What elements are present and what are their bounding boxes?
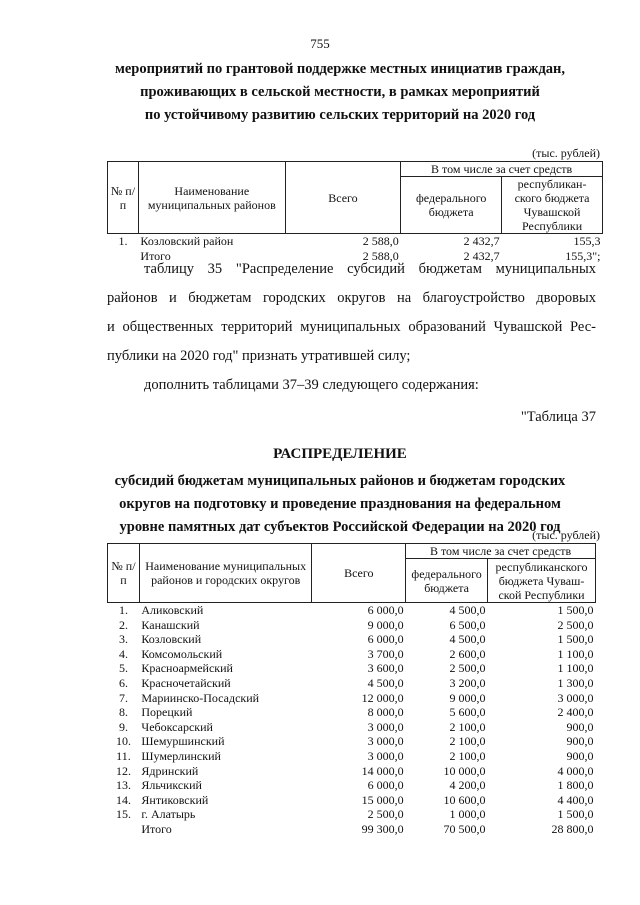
row-republic: 1 100,0 [557, 661, 594, 676]
row-total: 99 300,0 [361, 821, 404, 836]
row-name: Красночетайский [141, 675, 231, 690]
row-federal: 3 200,0 [449, 675, 486, 690]
col-group-header: В том числе за счет средств [406, 544, 596, 559]
row-federal: 2 100,0 [449, 748, 486, 763]
section2-title: РАСПРЕДЕЛЕНИЕ [273, 446, 407, 462]
row-name: Мариинско-Посадский [141, 690, 260, 705]
row-total: 6 000,0 [367, 603, 404, 617]
row-republic: 155,3"; [565, 248, 601, 263]
body-text-line: и общественных территорий муниципальных образований Чувашской Рес- [107, 319, 596, 335]
row-republic: 2 500,0 [557, 617, 594, 632]
table-row [108, 793, 596, 808]
row-federal: 9 000,0 [449, 690, 486, 705]
row-republic: 155,3 [573, 234, 601, 248]
row-federal: 2 100,0 [449, 719, 486, 734]
page-number: 755 [310, 36, 330, 51]
row-federal: 2 600,0 [449, 646, 486, 661]
row-republic: 4 000,0 [557, 763, 594, 778]
row-total: 2 588,0 [362, 234, 399, 248]
table-row [108, 778, 596, 793]
col-total-header: Всего [312, 544, 406, 603]
row-total: 4 500,0 [367, 675, 404, 690]
row-federal: 2 432,7 [463, 234, 500, 248]
row-total: 14 000,0 [361, 763, 404, 778]
col-no-header: № п/п [108, 544, 140, 603]
row-republic: 2 400,0 [557, 705, 594, 720]
body-text-line: публики на 2020 год" признать утратившей силу; [107, 348, 411, 364]
table-label: "Таблица 37 [520, 409, 596, 425]
row-republic: 900,0 [566, 748, 594, 763]
table-row [108, 676, 596, 691]
row-no: 15. [115, 807, 131, 822]
table-row [108, 661, 596, 676]
row-no [108, 249, 139, 264]
row-total: 2 588,0 [362, 248, 399, 263]
section1-title-line: по устойчивому развитию сельских территорий на 2020 год [144, 107, 536, 123]
row-total: 3 600,0 [367, 661, 404, 676]
table-row [108, 647, 596, 662]
row-federal: 1 000,0 [449, 807, 486, 822]
col-federal-header: федерального бюджета [401, 177, 502, 234]
row-no: 6. [118, 675, 128, 690]
row-no: 13. [115, 778, 131, 793]
section1-title [60, 58, 620, 127]
row-republic: 1 500,0 [557, 807, 594, 822]
col-name-header: Наименование муниципальных районов [138, 162, 285, 234]
table-row [108, 632, 596, 647]
row-name: Янтиковский [141, 792, 209, 807]
row-republic: 1 100,0 [557, 646, 594, 661]
table-row [108, 734, 596, 749]
row-federal: 2 100,0 [449, 734, 486, 749]
section2-subtitle-line: субсидий бюджетам муниципальных районов и бюджетам городских [114, 473, 566, 489]
table-row [108, 691, 596, 706]
row-name: Порецкий [141, 705, 193, 720]
table-row [108, 720, 596, 735]
table-row [108, 822, 596, 837]
row-republic: 900,0 [566, 719, 594, 734]
row-republic: 1 500,0 [557, 632, 594, 647]
row-total: 3 000,0 [367, 734, 404, 749]
row-republic: 28 800,0 [551, 821, 594, 836]
row-total: 8 000,0 [367, 705, 404, 720]
row-total: 9 000,0 [367, 617, 404, 632]
row-federal: 70 500,0 [443, 821, 486, 836]
section2-table [107, 543, 596, 837]
row-name: Аликовский [141, 603, 204, 617]
row-republic: 1 300,0 [557, 675, 594, 690]
row-republic: 1 500,0 [557, 603, 594, 617]
table-row [108, 764, 596, 779]
row-federal: 10 000,0 [443, 763, 486, 778]
col-republic-header: республиканского бюджета Чуваш-ской Республики [488, 559, 596, 603]
col-total-header: Всего [285, 162, 401, 234]
col-name-header: Наименование муниципальных районов и городских округов [139, 544, 312, 603]
row-no [108, 822, 140, 837]
row-republic: 3 000,0 [557, 690, 594, 705]
row-federal: 6 500,0 [449, 617, 486, 632]
section1-table [107, 161, 603, 263]
row-no: 5. [118, 661, 128, 676]
row-no: 8. [118, 705, 128, 720]
row-total: 12 000,0 [361, 690, 404, 705]
col-federal-header: федерального бюджета [406, 559, 488, 603]
section2-subtitle-line: округов на подготовку и проведение празднования на федеральном [119, 496, 561, 512]
section1-title-line: проживающих в сельской местности, в рамках мероприятий [140, 84, 540, 100]
row-federal: 4 500,0 [449, 603, 486, 617]
row-name: Ядринский [141, 763, 199, 778]
col-republic-header: республикан-ского бюджета Чувашской Республики [502, 177, 603, 234]
row-name: Козловский [141, 632, 202, 647]
row-no: 11. [116, 748, 131, 763]
row-name: Яльчикский [141, 778, 202, 793]
table-row [108, 618, 596, 633]
row-name: Комсомольский [141, 646, 223, 661]
row-total: 2 500,0 [367, 807, 404, 822]
row-no: 12. [115, 763, 131, 778]
row-name: Козловский район [140, 234, 234, 248]
row-federal: 4 500,0 [449, 632, 486, 647]
row-no: 1. [118, 234, 128, 248]
table-row [108, 705, 596, 720]
row-no: 1. [118, 603, 128, 617]
col-no-header: № п/п [108, 162, 139, 234]
row-republic: 4 400,0 [557, 792, 594, 807]
section1-title-line: мероприятий по грантовой поддержке местных инициатив граждан, [114, 61, 566, 77]
row-total: 15 000,0 [361, 792, 404, 807]
row-no: 4. [118, 646, 128, 661]
row-federal: 2 500,0 [449, 661, 486, 676]
row-name: Чебоксарский [141, 719, 213, 734]
body-text-line: дополнить таблицами 37–39 следующего содержания: [144, 377, 479, 393]
row-name: Итого [141, 821, 172, 836]
row-no: 10. [115, 734, 131, 749]
section2-subtitle-line: уровне памятных дат субъектов Российской Федерации на 2020 год [119, 519, 561, 535]
row-federal: 5 600,0 [449, 705, 486, 720]
body-text-line: районов и бюджетам городских округов на благоустройство дворовых [107, 290, 596, 306]
row-name: Шемуршинский [141, 734, 225, 749]
row-republic: 900,0 [566, 734, 594, 749]
row-no: 7. [118, 690, 128, 705]
row-name: г. Алатырь [141, 807, 196, 822]
table-row [108, 234, 603, 249]
col-group-header: В том числе за счет средств [401, 162, 603, 177]
row-total: 3 000,0 [367, 719, 404, 734]
table-row [108, 749, 596, 764]
section1-unit: (тыс. рублей) [532, 146, 600, 160]
row-no: 3. [118, 632, 128, 647]
row-no: 9. [118, 719, 128, 734]
row-name: Итого [140, 248, 171, 263]
section2-unit: (тыс. рублей) [532, 528, 600, 542]
row-federal: 2 432,7 [463, 248, 500, 263]
row-name: Красноармейский [141, 661, 233, 676]
row-total: 3 000,0 [367, 748, 404, 763]
table-row [108, 603, 596, 618]
row-federal: 4 200,0 [449, 778, 486, 793]
row-no: 2. [118, 617, 128, 632]
row-total: 3 700,0 [367, 646, 404, 661]
row-name: Шумерлинский [141, 748, 221, 763]
row-name: Канашский [141, 617, 200, 632]
row-republic: 1 800,0 [557, 778, 594, 793]
row-total: 6 000,0 [367, 632, 404, 647]
row-federal: 10 600,0 [443, 792, 486, 807]
body-text-line: таблицу 35 "Распределение субсидий бюджетам муниципальных [144, 261, 596, 277]
row-no: 14. [115, 792, 131, 807]
table-row [108, 807, 596, 822]
row-total: 6 000,0 [367, 778, 404, 793]
